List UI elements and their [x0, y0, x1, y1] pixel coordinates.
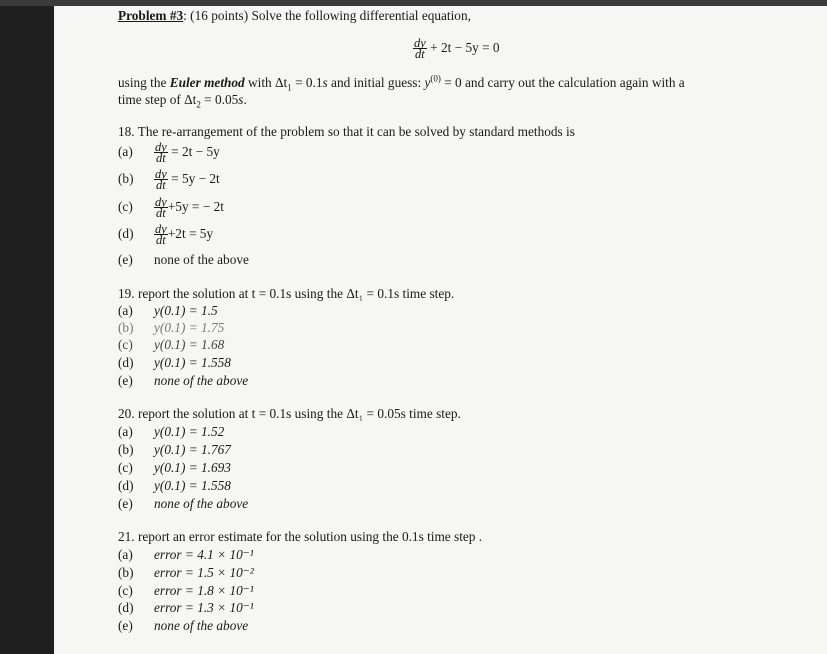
main-equation: [413, 36, 500, 60]
q21-option-d: (d) error = 1.3 × 10⁻¹: [118, 600, 254, 615]
q20-option-e: (e) none of the above: [118, 496, 249, 511]
q20-option-c: (c) y(0.1) = 1.693: [118, 460, 231, 475]
q18-option-a: (a) $\frac{dy}{dt}$ = 2t − 5y: [118, 140, 220, 166]
left-border: [0, 6, 54, 654]
derivative-fraction: $\frac{dy}{dt}$: [414, 36, 426, 62]
q20-stem: 20. report the solution at t = 0.1s using the Δt₁ = 0.05s time step.: [118, 406, 461, 421]
q19-stem: 19. report the solution at t = 0.1s using the Δt₁ = 0.1s time step.: [118, 286, 455, 301]
q19-option-b: (b) y(0.1) = 1.75: [118, 320, 225, 335]
intro-line-1: using the Euler method with $\Delta t_1 = 0.1s$ and initial guess: $y^{(0)} = 0$ and carry out the calculation again with a: [118, 73, 685, 93]
q20-option-a: (a) y(0.1) = 1.52: [118, 424, 225, 439]
q21-option-b: (b) error = 1.5 × 10⁻²: [118, 565, 254, 580]
q19-option-a: (a) y(0.1) = 1.5: [118, 303, 218, 318]
q21-option-e: (e) none of the above: [118, 618, 249, 633]
intro-line-2: time step of $\Delta t_2 = 0.05s$.: [118, 92, 247, 110]
problem-header: [118, 8, 471, 24]
q21-stem: 21. report an error estimate for the solution using the 0.1s time step .: [118, 529, 483, 544]
q19-option-d: (d) y(0.1) = 1.558: [118, 355, 231, 370]
q18-option-d: (d) $\frac{dy}{dt}$ +2t = 5y: [118, 222, 214, 248]
q21-option-c: (c) error = 1.8 × 10⁻¹: [118, 583, 254, 598]
q19-option-e: (e) none of the above: [118, 373, 249, 388]
q20-option-d: (d) y(0.1) = 1.558: [118, 478, 231, 493]
q18-option-c: (c) $\frac{dy}{dt}$ +5y = − 2t: [118, 195, 224, 221]
problem-label: Problem #3: [118, 8, 184, 23]
q18-option-b: (b) $\frac{dy}{dt}$ = 5y − 2t: [118, 167, 220, 193]
method-name: Euler method: [169, 75, 245, 90]
q20-option-b: (b) y(0.1) = 1.767: [118, 442, 231, 457]
q18-stem: 18. The re-arrangement of the problem so that it can be solved by standard methods is: [118, 124, 575, 139]
q19-option-c: (c) y(0.1) = 1.68: [118, 337, 225, 352]
problem-intro: : (16 points) Solve the following differential equation,: [183, 8, 471, 23]
q18-option-e: (e) none of the above: [118, 252, 249, 267]
q21-option-a: (a) error = 4.1 × 10⁻¹: [118, 547, 254, 562]
equation-rest: + 2t − 5y = 0: [430, 40, 500, 55]
